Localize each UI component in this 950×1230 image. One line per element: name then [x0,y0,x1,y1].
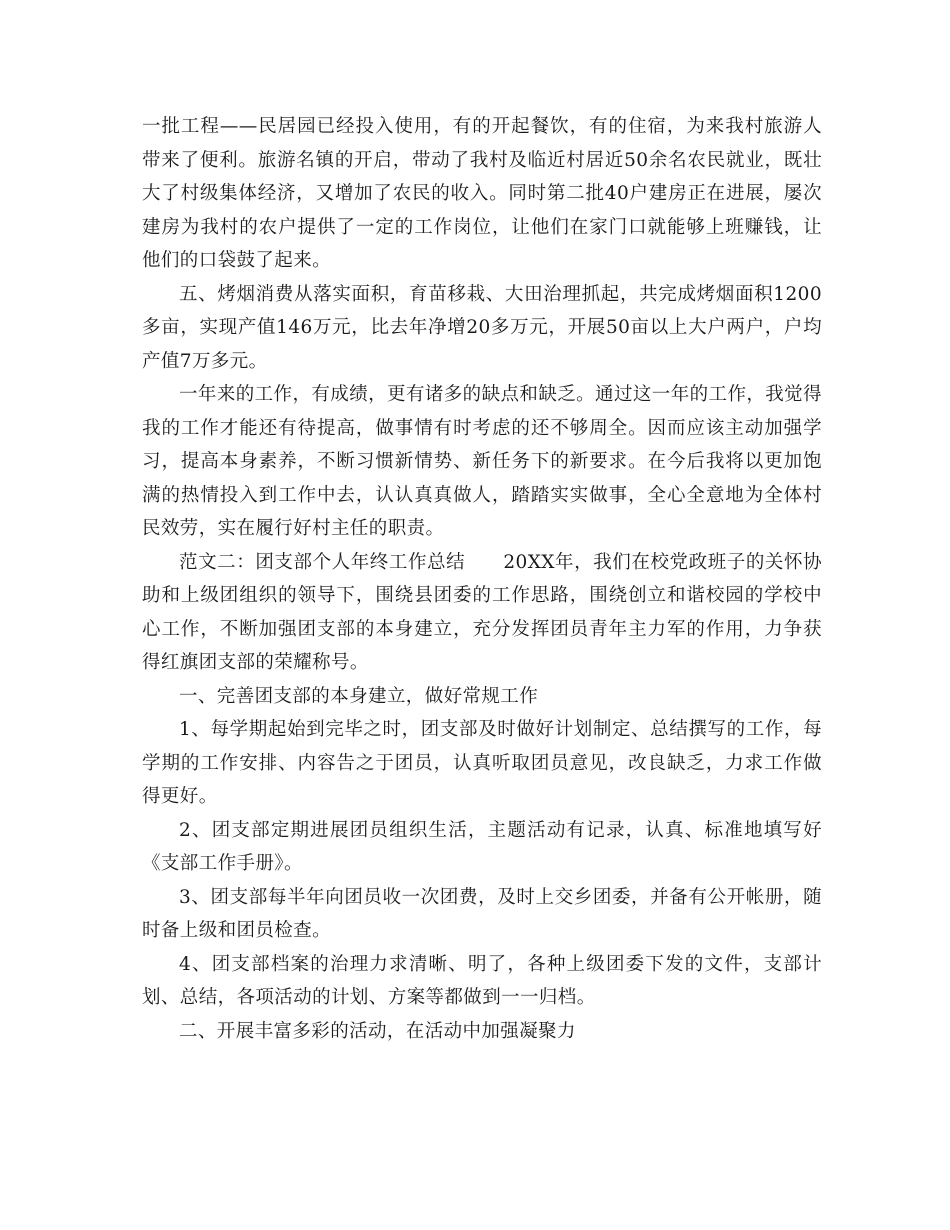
list-item-one: 1、每学期起始到完毕之时，团支部及时做好计划制定、总结撰写的工作，每学期的工作安排、内容告之于团员，认真听取团员意见，改良缺乏，力求工作做得更好。 [142,719,822,807]
paragraph-sample-two-intro: 范文二：团支部个人年终工作总结 20XX年，我们在校党政班子的关怀协助和上级团组织的领导下，围绕县团委的工作思路，围绕创立和谐校园的学校中心工作，不断加强团支部的本身建立，充分发挥团员青年主力军的作用，力争获得红旗团支部的荣耀称号。 [142,551,822,673]
list-item-two: 2、团支部定期进展团员组织生活，主题活动有记录，认真、标准地填写好《支部工作手册》。 [142,819,822,874]
document-body [142,110,822,1048]
paragraph-year-reflection: 一年来的工作，有成绩，更有诸多的缺点和缺乏。通过这一年的工作，我觉得我的工作才能还有待提高，做事情有时考虑的还不够周全。因而应该主动加强学习，提高本身素养，不断习惯新情势、新任务下的新要求。在今后我将以更加饱满的热情投入到工作中去，认认真真做人，踏踏实实做事，全心全意地为全体村民效劳，实在履行好村主任的职责。 [142,384,822,539]
list-item-four: 4、团支部档案的治理力求清晰、明了，各种上级团委下发的文件，支部计划、总结，各项活动的计划、方案等都做到一一归档。 [142,953,822,1008]
section-heading-one: 一、完善团支部的本身建立，做好常规工作 [179,685,539,707]
paragraph-village-projects: 一批工程——民居园已经投入使用，有的开起餐饮，有的住宿，为来我村旅游人带来了便利。旅游名镇的开启，带动了我村及临近村居近50余名农民就业，既壮大了村级集体经济，又增加了农民的收入。同时第二批40户建房正在进展，屡次建房为我村的农户提供了一定的工作岗位，让他们在家门口就能够上班赚钱，让他们的口袋鼓了起来。 [142,116,822,271]
section-heading-two: 二、开展丰富多彩的活动，在活动中加强凝聚力 [179,1020,576,1042]
paragraph-tobacco-production: 五、烤烟消费从落实面积，育苗移栽、大田治理抓起，共完成烤烟面积1200多亩，实现产值146万元，比去年净增20多万元，开展50亩以上大户两户，户均产值7万多元。 [142,283,822,372]
list-item-three: 3、团支部每半年向团员收一次团费，及时上交乡团委，并备有公开帐册，随时备上级和团员检查。 [142,886,822,941]
